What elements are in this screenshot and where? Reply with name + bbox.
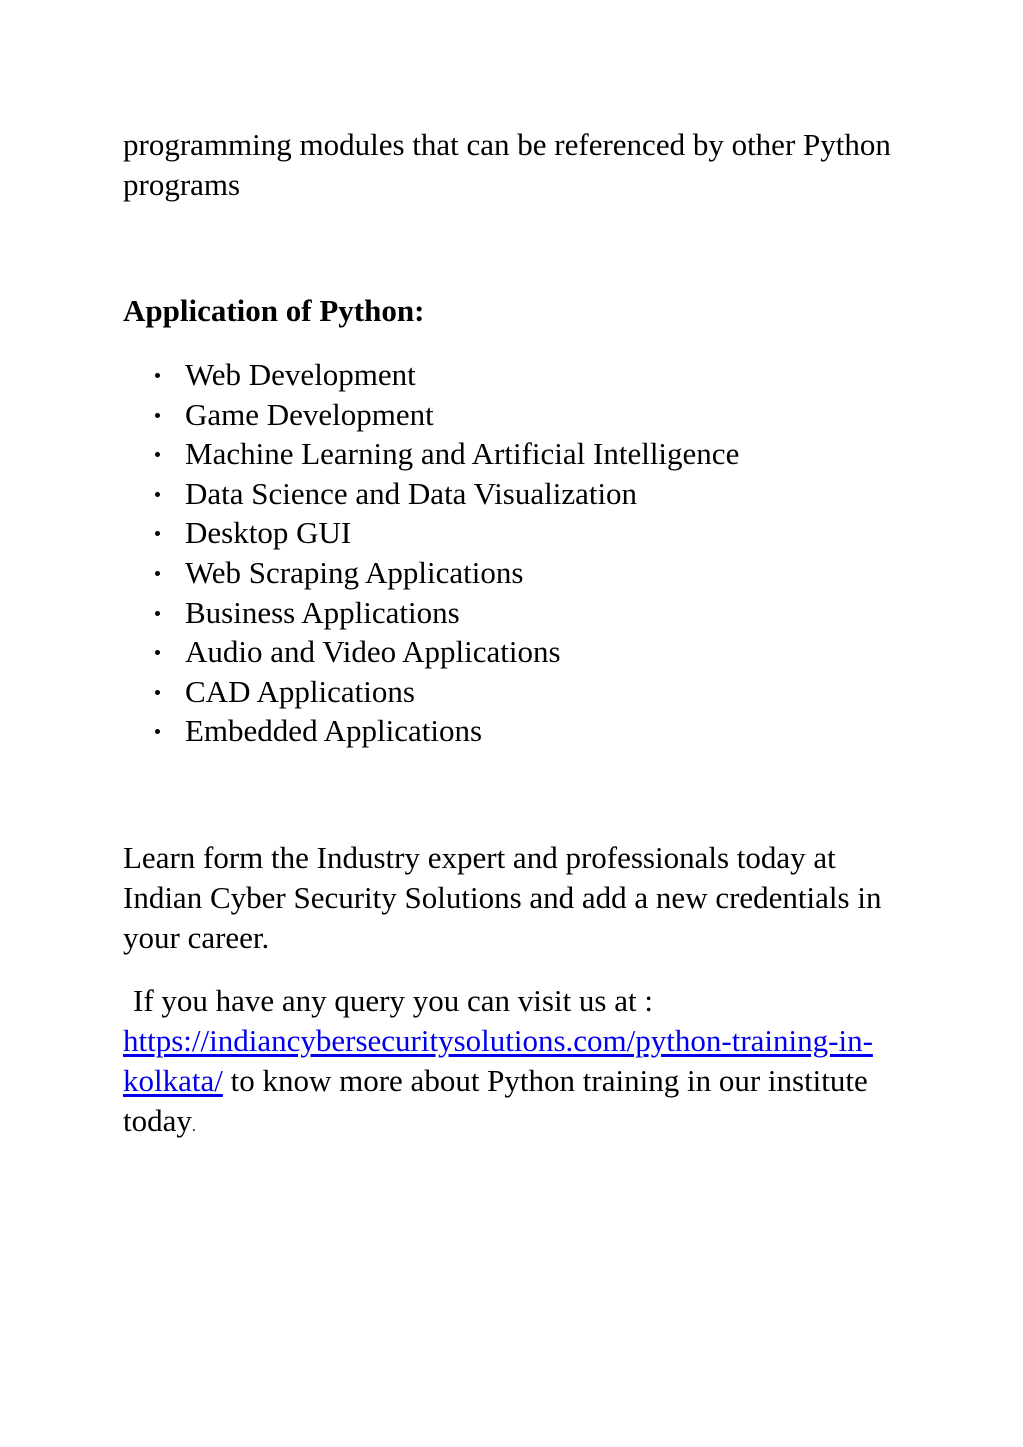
list-item-label: Audio and Video Applications: [185, 634, 561, 670]
bullet-icon: [155, 531, 160, 536]
intro-paragraph: programming modules that can be referenced by other Python programs: [123, 127, 891, 202]
list-item-label: Data Science and Data Visualization: [185, 475, 638, 511]
list-item: [123, 672, 739, 712]
query-tail-text: to know more about Python training in our institute today: [123, 1063, 868, 1138]
list-item-label: Machine Learning and Artificial Intelligence: [185, 436, 740, 472]
query-paragraph: [123, 981, 913, 1147]
bullet-icon: [155, 650, 160, 655]
bullet-icon: [155, 611, 160, 616]
list-item: [123, 632, 739, 672]
list-item: [123, 593, 739, 633]
list-item: [123, 355, 739, 395]
list-item: [123, 513, 739, 553]
list-item: [123, 474, 739, 514]
list-item: [123, 711, 739, 751]
list-item: [123, 434, 739, 474]
list-item-label: Desktop GUI: [185, 515, 352, 551]
bullet-icon: [155, 413, 160, 418]
bullet-icon: [155, 492, 160, 497]
list-item-label: Web Development: [185, 357, 416, 392]
list-item-label: CAD Applications: [185, 673, 415, 709]
bullet-icon: [155, 452, 160, 457]
list-item-label: Business Applications: [185, 594, 460, 630]
list-item: [123, 553, 739, 593]
bullet-icon: [155, 690, 160, 695]
bullet-icon: [155, 729, 160, 734]
list-item: [123, 395, 739, 435]
list-item-label: Web Scraping Applications: [185, 554, 524, 590]
applications-list: [123, 355, 739, 751]
section-heading: Application of Python:: [123, 293, 425, 328]
list-item-label: Game Development: [185, 396, 434, 432]
query-lead-text: If you have any query you can visit us at :: [133, 983, 653, 1018]
bullet-icon: [155, 571, 160, 576]
bullet-icon: [155, 373, 160, 378]
end-mark: .: [191, 1118, 196, 1135]
course-link[interactable]: https://indiancybersecuritysolutions.com/python-training-in-kolkata/: [123, 1023, 873, 1098]
list-item-label: Embedded Applications: [185, 713, 483, 749]
learn-paragraph: Learn form the Industry expert and professionals today at Indian Cyber Security Solutions and add a new credentials in your career.: [123, 840, 882, 955]
